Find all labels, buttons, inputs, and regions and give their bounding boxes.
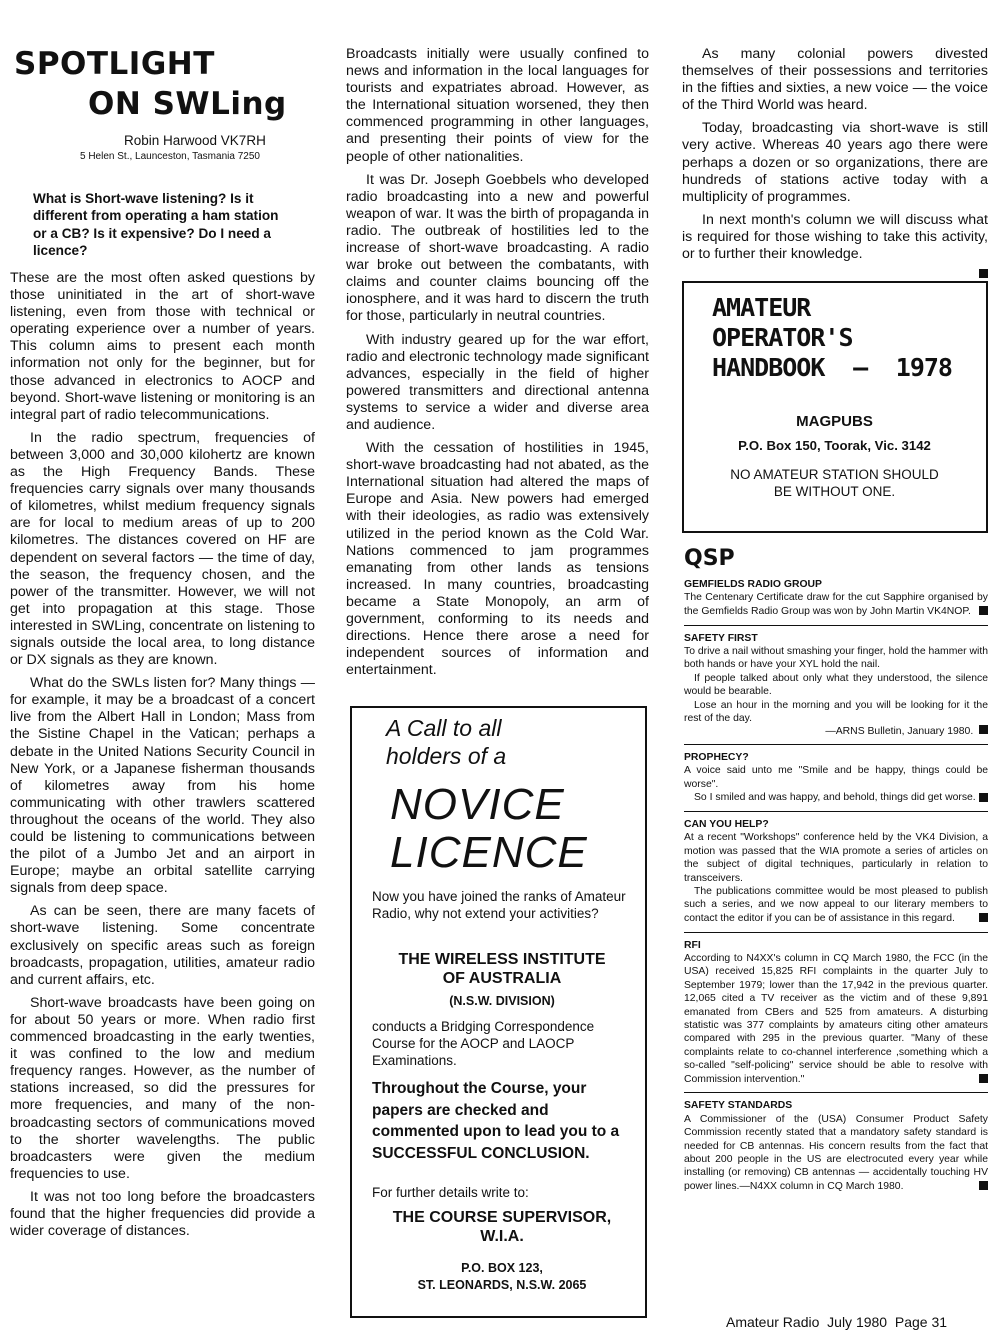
qsp-signature	[684, 725, 988, 738]
advert-org-line1: THE WIRELESS INSTITUTE	[398, 951, 606, 968]
qsp-paragraph: A voice said unto me "Smile and be happy, things could be worse".	[684, 765, 988, 790]
qsp-signature-text: —ARNS Bulletin, January 1980.	[825, 726, 974, 738]
qsp-paragraph: To drive a nail without smashing your finger, hold the hammer with both hands or have your XYL hold the nail.	[684, 646, 988, 671]
qsp-heading: SAFETY FIRST	[684, 632, 758, 644]
paragraph: These are the most often asked questions by those uninitiated in the art of short-wave listening, even from those with technical or operating experience over a number of years. This column aims to present each month information not only for the beginner, but for those advanced in electronics to AOCP and beyond. Short-wave listening or monitoring is an integral part of radio telecommunications.	[10, 270, 315, 423]
advert-further-details: For further details write to:	[372, 1185, 529, 1200]
novice-licence-advert	[350, 706, 647, 1318]
qsp-end-mark	[979, 725, 988, 734]
advert-organisation	[372, 950, 632, 1011]
qsp-end-mark	[979, 913, 988, 922]
advert-postal-address	[372, 1260, 632, 1294]
qsp-divider	[684, 625, 988, 626]
end-of-article-mark	[979, 269, 988, 278]
handbook-title-line1: AMATEUR OPERATOR'S	[712, 293, 853, 352]
article-title-line2: ON SWLing	[88, 86, 287, 122]
qsp-divider	[684, 932, 988, 933]
qsp-divider	[684, 744, 988, 745]
advert-intro: Now you have joined the ranks of Amateur Radio, why not extend your activities?	[372, 889, 626, 921]
handbook-title	[712, 293, 962, 383]
qsp-title: QSP	[684, 546, 735, 571]
handbook-title-word: HANDBOOK	[712, 353, 825, 382]
advert-headline	[386, 714, 506, 770]
handbook-tagline-line2: BE WITHOUT ONE.	[773, 484, 896, 499]
qsp-end-mark	[979, 1074, 988, 1083]
paragraph: What do the SWLs listen for? Many things — for example, it may be a broadcast of a concert live from the Albert Hall in London; Mass from the Sistine Chapel in the Vatican; perhaps a debate in the United Nations Security Council in New York, or a Japanese fisherman thousands of kilometres away from his home communicating with other trawlers scattered throughout the oceans of the world. They also could be listening to communications between the pilot of a Jumbo Jet and an airport in Europe; maybe an orbital satellite carrying signals from deep space.	[10, 675, 315, 897]
qsp-heading: CAN YOU HELP?	[684, 818, 769, 830]
handbook-title-line2	[712, 353, 952, 383]
advert-headline-line2: holders of a	[386, 743, 507, 769]
advert-contact	[372, 1208, 632, 1246]
qsp-paragraph: If people talked about only what they understood, the silence would be bearable.	[684, 672, 988, 698]
qsp-paragraph: The publications committee would be most pleased to publish such a series, and we now appeal to our literary members to contact the editor if you can be of assistance in this regard.	[684, 885, 988, 924]
qsp-divider	[684, 811, 988, 812]
qsp-paragraph: Lose an hour in the morning and you will be looking for it the rest of the day.	[684, 699, 988, 725]
page-footer: Amateur Radio July 1980 Page 31	[726, 1314, 948, 1330]
advert-course: conducts a Bridging Correspondence Course for the AOCP and LAOCP Examinations.	[372, 1019, 595, 1068]
qsp-divider	[684, 1092, 988, 1093]
qsp-paragraph: At a recent "Workshops" conference held by the VK4 Division, a motion was passed that the WIA promote a series of articles on the subject of digital techniques, particularly in relation to transceivers.	[684, 832, 988, 884]
paragraph: It was not too long before the broadcasters found that the higher frequencies did provide a wider coverage of distances.	[10, 1188, 315, 1240]
qsp-paragraph: According to N4XX's column in CQ March 1980, the FCC (in the USA) received 15,825 RFI complaints in the quarter July to September 1979; lower than the 17,942 in the previous quarter. 12,065 cited a TV receiver as the victim and of these 9,891 emanated from CBers and 525 from amateurs. A disturbing statistic was 377 complaints by amateurs citing other amateurs compared with 295 in the previous quarter. "Many of these complaints relate to co-channel interference ,something which a so-called "self-policing" service should be able to resolve with Commission intervention."	[684, 952, 988, 1085]
qsp-end-mark	[979, 793, 988, 802]
qsp-paragraph: A Commissioner of the (USA) Consumer Product Safety Commission recently stated that a mandatory safety standard is needed for CB antennas. His concern results from the fact that about 200 people in the US are electrocuted every year while installing (or removing) CB antennas — accidentally touching HV power lines.—N4XX column in CQ March 1980.	[684, 1113, 988, 1192]
advert-city: ST. LEONARDS, N.S.W. 2065	[417, 1278, 587, 1292]
article-column-1	[10, 270, 315, 1246]
qsp-heading: SAFETY STANDARDS	[684, 1100, 793, 1112]
article-column-3	[682, 46, 988, 283]
lead-questions: What is Short-wave listening? Is it different from operating a ham station or a CB? Is it expensive? Do I need a licence?	[33, 191, 279, 259]
handbook-publisher: MAGPUBS	[796, 413, 873, 430]
advert-division: (N.S.W. DIVISION)	[449, 994, 555, 1008]
paragraph: It was Dr. Joseph Goebbels who developed radio broadcasting into a new and powerful weapon of war. It was the birth of propaganda in radio. The outbreak of hostilities led to the increase of short-wave broadcasting. A radio war broke out between the combatants, with claims and counter claims bouncing off the ionosphere, and it was hard to discern the truth for those, particularly in neutral countries.	[346, 171, 649, 325]
advert-contact-line1: THE COURSE SUPERVISOR,	[392, 1209, 612, 1226]
qsp-heading: GEMFIELDS RADIO GROUP	[684, 579, 822, 590]
qsp-end-mark	[979, 606, 988, 615]
paragraph: Short-wave broadcasts have been going on for about 50 years or more. When radio first commenced broadcasting in the early twenties, it was confined to the low and medium frequency ranges. However, as the number of stations increased, so did the pressures for more frequencies, and many of the non-broadcasting sectors of communications moved to the shorter wavelengths. The public broadcasters were given the medium frequencies to use.	[10, 994, 315, 1182]
advert-po-box: P.O. BOX 123,	[461, 1261, 543, 1275]
author-name: Robin Harwood VK7RH	[124, 133, 266, 148]
handbook-tagline	[684, 466, 985, 500]
qsp-end-mark	[979, 1181, 988, 1190]
paragraph: With industry geared up for the war effort, radio and electronic technology made significant advances, especially in the field of higher powered transmitters and directional antenna systems to service a wider and diverse area and audience.	[346, 331, 649, 433]
qsp-section	[684, 578, 988, 1195]
paragraph: In the radio spectrum, frequencies of between 3,000 and 30,000 kilohertz are known as the High Frequency Bands. These frequencies carry signals over many thousands of kilometres, whilst medium frequency signals are for local to medium areas of up to 200 kilometres. The distances covered on HF are dependent on several factors — the time of day, the season, the frequency chosen, and the power of the transmitter. However, we will not get into propagation at this stage. Those interested in SWLing, concentrate on listening to signals outside the local area, to long distance or DX signals as they are known.	[10, 429, 315, 669]
handbook-title-dash: —	[853, 353, 868, 382]
advert-novice-word: NOVICE	[390, 780, 565, 829]
article-title-line1: SPOTLIGHT	[14, 46, 215, 82]
qsp-paragraph: So I smiled and was happy, and behold, things did get worse.	[694, 792, 976, 804]
article-column-2	[346, 46, 649, 685]
handbook-tagline-line1: NO AMATEUR STATION SHOULD	[730, 467, 939, 482]
paragraph: As can be seen, there are many facets of short-wave listening. Some concentrate exclusively on specific areas such as foreign broadcasts, propagation, utilities, amateur radio and current affairs, etc.	[10, 903, 315, 988]
paragraph: Broadcasts initially were usually confined to news and information in the local languages for tourists and expatriates abroad. However, as the International situation worsened, they then commenced programming in other languages, and presenting their points of view for the people of other nationalities.	[346, 46, 649, 165]
handbook-advert	[682, 281, 988, 533]
advert-contact-line2: W.I.A.	[480, 1228, 524, 1245]
advert-pitch: Throughout the Course, your papers are checked and commented upon to lead you to a SUCCESSFUL CONCLUSION.	[372, 1080, 620, 1162]
handbook-address: P.O. Box 150, Toorak, Vic. 3142	[738, 438, 931, 453]
qsp-heading: PROPHECY?	[684, 751, 749, 763]
qsp-paragraph: The Centenary Certificate draw for the cut Sapphire organised by the Gemfields Radio Group was won by John Martin VK4NOP.	[684, 592, 988, 617]
paragraph: With the cessation of hostilities in 1945, short-wave broadcasting had not abated, as the International situation had altered the maps of Europe and Asia. New powers had emerged with their ideologies, as radio was extensively utilized in the period known as the Cold War. Nations commenced to jam programmes emanating from other lands as tensions increased. In many countries, broadcasting became a State Monopoly, an arm of government, conforming to its needs and directions. Hence there arose a need for independent sources of information and entertainment.	[346, 440, 649, 679]
paragraph: Today, broadcasting via short-wave is still very active. Whereas 40 years ago there were perhaps a dozen or so organizations, there are hundreds of stations active today with a multiplicity of programmes.	[682, 120, 988, 205]
advert-org-line2: OF AUSTRALIA	[442, 970, 562, 987]
author-address: 5 Helen St., Launceston, Tasmania 7250	[80, 151, 260, 162]
advert-headline-line1: A Call to all	[386, 715, 502, 741]
qsp-heading: RFI	[684, 939, 701, 951]
handbook-title-year: 1978	[895, 353, 952, 382]
paragraph: As many colonial powers divested themselves of their possessions and territories in the fifties and sixties, a new voice — the voice of the Third World was heard.	[682, 46, 988, 114]
paragraph: In next month's column we will discuss what is required for those wishing to take this activity, or to further their knowledge.	[682, 211, 988, 263]
advert-licence-word: LICENCE	[390, 828, 588, 877]
